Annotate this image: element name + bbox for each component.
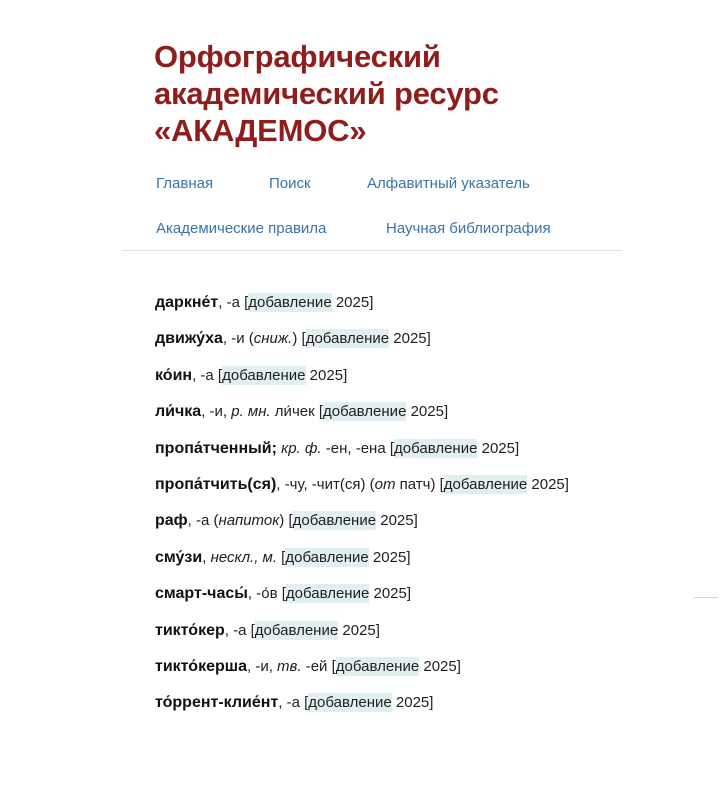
header-divider bbox=[122, 250, 622, 251]
entry-grammar-tail: ) bbox=[279, 512, 289, 530]
addition-tag-year: 2025 bbox=[338, 621, 376, 639]
addition-tag-year: 2025 bbox=[369, 585, 407, 603]
addition-tag-year: 2025 bbox=[368, 548, 407, 566]
entry-grammar-tail: -ей bbox=[301, 657, 332, 675]
addition-tag-open: [ bbox=[244, 294, 249, 311]
addition-tag-year: 2025 bbox=[419, 657, 457, 675]
entry-grammar-tail: -ен, -ена bbox=[321, 439, 390, 457]
entry-headword: тикто́керша bbox=[155, 657, 247, 675]
entry-grammar: , -и, bbox=[247, 657, 278, 675]
addition-tag-open: [ bbox=[318, 403, 323, 421]
addition-tag bbox=[302, 329, 431, 348]
nav-link-academic-rules[interactable]: Академические правила bbox=[156, 220, 327, 237]
dictionary-entry bbox=[155, 366, 715, 402]
dictionary-entry bbox=[155, 621, 715, 657]
entry-headword: сму́зи bbox=[155, 548, 203, 566]
addition-tag-label: добавление bbox=[285, 548, 369, 566]
entry-headword: пропа́тченный; bbox=[155, 439, 277, 457]
addition-tag-close: ] bbox=[456, 657, 461, 675]
addition-tag-close: ] bbox=[369, 294, 374, 311]
entry-headword: смарт-часы́ bbox=[155, 585, 248, 603]
entry-headword: то́ррент-клие́нт bbox=[155, 694, 279, 712]
addition-tag-year: 2025 bbox=[527, 475, 565, 493]
entry-grammar-italic: сниж. bbox=[253, 330, 293, 348]
addition-tag-label: добавление bbox=[394, 439, 478, 457]
addition-tag-year: 2025 bbox=[389, 330, 427, 348]
addition-tag-open: [ bbox=[217, 366, 223, 384]
entry-grammar-italic: тв. bbox=[277, 657, 302, 675]
entry-headword: пропа́тчить(ся) bbox=[155, 475, 277, 493]
entry-headword: ли́чка bbox=[155, 403, 202, 421]
addition-tag bbox=[282, 584, 411, 603]
site-title-line-1: Орфографический bbox=[154, 39, 441, 74]
addition-tag bbox=[251, 621, 380, 640]
nav-link-bibliography[interactable]: Научная библиография bbox=[386, 220, 551, 237]
addition-tag-label: добавление bbox=[292, 512, 377, 530]
addition-tag bbox=[244, 293, 373, 312]
addition-tag-open: [ bbox=[301, 330, 306, 348]
entry-grammar-tail: ) bbox=[292, 330, 302, 348]
addition-tag-year: 2025 bbox=[391, 694, 430, 712]
addition-tag bbox=[304, 693, 433, 712]
addition-tag-open: [ bbox=[250, 621, 255, 639]
entry-grammar: , -о́в bbox=[247, 585, 282, 603]
addition-tag-close: ] bbox=[375, 621, 380, 639]
entry-grammar-italic: р. мн. bbox=[231, 403, 271, 421]
entry-grammar-italic: от bbox=[374, 475, 396, 493]
addition-tag bbox=[218, 366, 347, 385]
addition-tag-close: ] bbox=[429, 694, 434, 712]
addition-tag-label: добавление bbox=[308, 694, 392, 712]
dictionary-entry bbox=[155, 475, 715, 511]
addition-tag-close: ] bbox=[564, 475, 569, 493]
addition-tag-open: [ bbox=[389, 439, 395, 457]
nav-link-alphabetical-index[interactable]: Алфавитный указатель bbox=[367, 175, 530, 192]
addition-tag-label: добавление bbox=[254, 621, 339, 639]
addition-tag-open: [ bbox=[331, 657, 336, 675]
addition-tag-close: ] bbox=[406, 585, 412, 603]
addition-tag-open: [ bbox=[281, 585, 286, 603]
site-title-line-2: академический ресурс bbox=[154, 76, 499, 111]
addition-tag bbox=[390, 439, 519, 458]
entry-headword: даркне́т bbox=[155, 294, 219, 311]
nav-link-search[interactable]: Поиск bbox=[269, 175, 311, 192]
addition-tag-open: [ bbox=[304, 694, 309, 712]
dictionary-entry bbox=[155, 548, 715, 584]
addition-tag-label: добавление bbox=[248, 294, 332, 311]
addition-tag-close: ] bbox=[406, 548, 411, 566]
addition-tag-label: добавление bbox=[443, 475, 528, 493]
nav-link-home[interactable]: Главная bbox=[156, 175, 214, 192]
entry-grammar: , -и ( bbox=[222, 330, 254, 348]
addition-tag-open: [ bbox=[281, 548, 286, 566]
entry-grammar-tail: ли́чек bbox=[270, 403, 319, 421]
dictionary-entry bbox=[155, 693, 715, 729]
addition-tag-label: добавление bbox=[323, 403, 407, 421]
entry-headword: ко́ин bbox=[155, 366, 193, 384]
addition-tag bbox=[288, 511, 417, 530]
dictionary-entry bbox=[155, 511, 715, 547]
addition-tag-close: ] bbox=[515, 439, 520, 457]
entry-headword: движу́ха bbox=[155, 330, 223, 348]
entry-grammar: , -а bbox=[278, 694, 305, 712]
addition-tag-label: добавление bbox=[222, 366, 306, 384]
entry-grammar: , -и, bbox=[201, 403, 232, 421]
entry-headword: тикто́кер bbox=[155, 621, 225, 639]
dictionary-entry bbox=[155, 293, 715, 329]
addition-tag-close: ] bbox=[413, 512, 418, 530]
addition-tag-close: ] bbox=[443, 403, 449, 421]
entry-grammar-italic: кр. ф. bbox=[281, 439, 322, 457]
addition-tag bbox=[332, 657, 461, 676]
entry-grammar: , -а bbox=[224, 621, 251, 639]
dictionary-entry bbox=[155, 329, 715, 365]
entry-grammar-italic: напиток bbox=[218, 512, 280, 530]
addition-tag-year: 2025 bbox=[406, 403, 444, 421]
addition-tag-label: добавление bbox=[335, 657, 420, 675]
entry-grammar: , -чу, -чит(ся) ( bbox=[276, 475, 375, 493]
dictionary-entry-list bbox=[155, 293, 715, 730]
addition-tag-open: [ bbox=[288, 512, 293, 530]
addition-tag bbox=[319, 402, 448, 421]
addition-tag bbox=[281, 548, 410, 567]
addition-tag-year: 2025 bbox=[331, 294, 370, 311]
site-title-line-3: «АКАДЕМОС» bbox=[154, 113, 367, 148]
addition-tag-year: 2025 bbox=[477, 439, 515, 457]
dictionary-entry bbox=[155, 584, 715, 620]
addition-tag-label: добавление bbox=[305, 330, 390, 348]
entry-grammar: , bbox=[202, 548, 211, 566]
addition-tag-open: [ bbox=[439, 475, 444, 493]
dictionary-entry bbox=[155, 402, 715, 438]
addition-tag-close: ] bbox=[343, 366, 348, 384]
addition-tag-close: ] bbox=[426, 330, 431, 348]
main-navigation bbox=[0, 0, 724, 260]
addition-tag bbox=[440, 475, 569, 494]
addition-tag-label: добавление bbox=[285, 585, 370, 603]
addition-tag-year: 2025 bbox=[376, 512, 414, 530]
entry-headword: раф bbox=[155, 512, 188, 530]
dictionary-entry bbox=[155, 657, 715, 693]
dictionary-entry bbox=[155, 439, 715, 475]
entry-grammar: , -а ( bbox=[187, 512, 219, 530]
addition-tag-year: 2025 bbox=[305, 366, 344, 384]
entry-grammar: , -а bbox=[192, 366, 218, 384]
entry-grammar-italic: нескл., м. bbox=[210, 548, 277, 566]
entry-grammar-tail: патч) bbox=[395, 475, 440, 493]
entry-grammar: , -а bbox=[218, 294, 245, 311]
